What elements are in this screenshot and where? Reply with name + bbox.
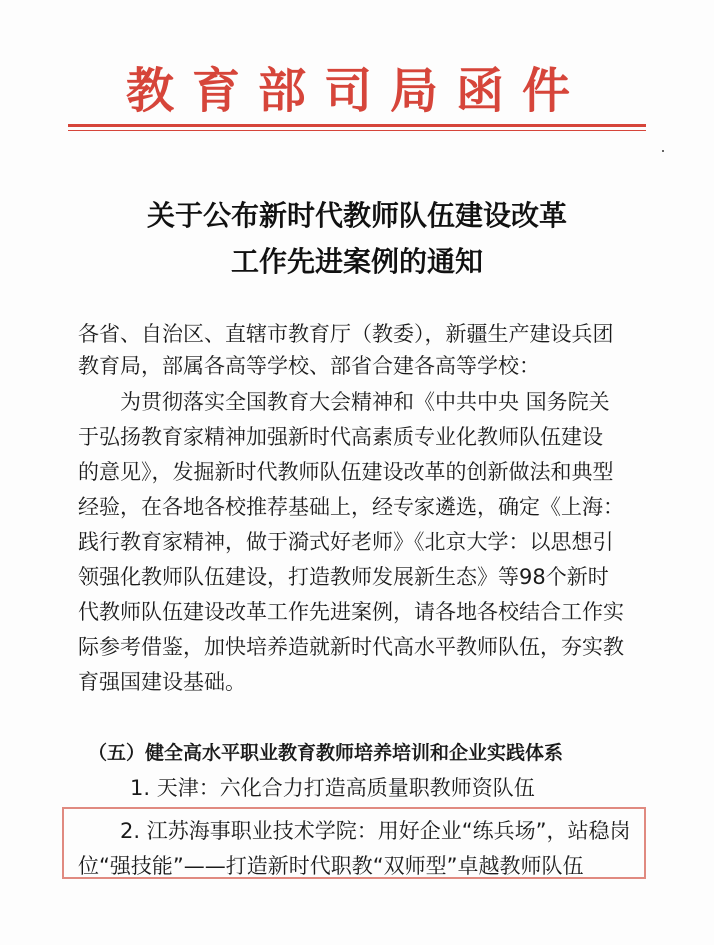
- body-paragraph-line: 代教师队伍建设改革工作先进案例，请各地各校结合工作实: [78, 600, 624, 624]
- body-paragraph-line: 经验，在各地各校推荐基础上，经专家遴选，确定《上海：: [78, 495, 624, 519]
- section-heading: （五）健全高水平职业教育教师培养培训和企业实践体系: [88, 742, 564, 764]
- case-item-1: 1. 天津：六化合力打造高质量职教师资队伍: [130, 776, 535, 800]
- body-paragraph-line: 际参考借鉴，加快培养造就新时代高水平教师队伍，夯实教: [78, 635, 624, 659]
- letterhead-rule-thin: [68, 130, 646, 131]
- scan-speck: [662, 150, 664, 152]
- case-item-2-line-2: 位“强技能”——打造新时代职教“双师型”卓越教师队伍: [78, 854, 584, 878]
- body-paragraph-line: 领强化教师队伍建设，打造教师发展新生态》等98个新时: [78, 565, 609, 589]
- letterhead-rule-thick: [68, 124, 646, 127]
- document-title-line-1: 关于公布新时代教师队伍建设改革: [146, 199, 567, 232]
- body-paragraph-line: 的意见》，发掘新时代教师队伍建设改革的创新做法和典型: [78, 460, 614, 484]
- letterhead-title: 教育部司局函件: [125, 63, 588, 119]
- body-paragraph-line: 于弘扬教育家精神加强新时代高素质专业化教师队伍建设: [78, 425, 603, 449]
- document-title-line-2: 工作先进案例的通知: [230, 245, 483, 278]
- case-item-2-line-1: 2. 江苏海事职业技术学院：用好企业“练兵场”，站稳岗: [120, 819, 631, 843]
- body-paragraph-line: 为贯彻落实全国教育大会精神和《中共中央 国务院关: [120, 390, 610, 414]
- body-paragraph-line: 践行教育家精神，做于漪式好老师》《北京大学：以思想引: [78, 530, 614, 554]
- addressee-line-2: 教育局，部属各高等学校、部省合建各高等学校：: [78, 354, 540, 378]
- body-paragraph-line: 育强国建设基础。: [78, 670, 246, 694]
- addressee-line-1: 各省、自治区、直辖市教育厅（教委），新疆生产建设兵团: [78, 322, 614, 346]
